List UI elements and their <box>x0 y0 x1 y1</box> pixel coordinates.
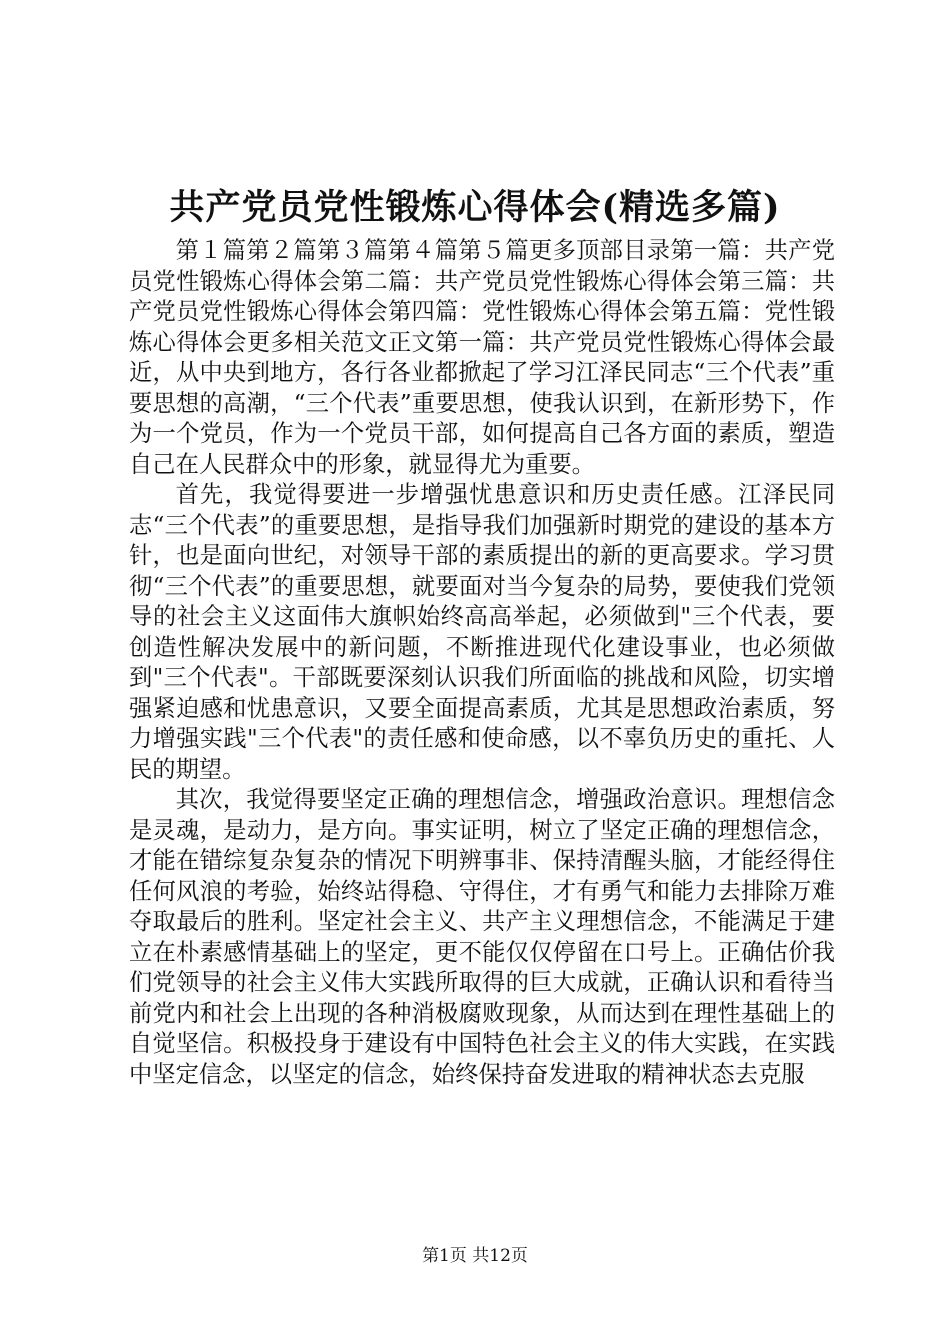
page-number-footer: 第1页 共12页 <box>422 1246 528 1266</box>
paragraph-3: 其次，我觉得要坚定正确的理想信念，增强政治意识。理想信念是灵魂，是动力，是方向。事实证明，树立了坚定正确的理想信念，才能在错综复杂复杂的情况下明辨事非、保持清醒头脑，才能经得住任何风浪的考验，始终站得稳、守得住，才有勇气和能力去排除万难夺取最后的胜利。坚定社会主义、共产主义理想信念，不能满足于建立在朴素感情基础上的坚定，更不能仅仅停留在口号上。正确估价我们党领导的社会主义伟大实践所取得的巨大成就，正确认识和看待当前党内和社会上出现的各种消极腐败现象，从而达到在理性基础上的自觉坚信。积极投身于建设有中国特色社会主义的伟大实践，在实践中坚定信念，以坚定的信念，始终保持奋发进取的精神状态去克服 <box>129 786 835 1088</box>
document-body <box>129 236 835 1090</box>
document-title: 共产党员党性锻炼心得体会(精选多篇) <box>169 187 781 228</box>
paragraph-1: 第１篇第２篇第３篇第４篇第５篇更多顶部目录第一篇：共产党员党性锻炼心得体会第二篇：共产党员党性锻炼心得体会第三篇：共产党员党性锻炼心得体会第四篇：党性锻炼心得体会第五篇：党性锻炼心得体会更多相关范文正文第一篇：共产党员党性锻炼心得体会最近，从中央到地方，各行各业都掀起了学习江泽民同志“三个代表”重要思想的高潮，“三个代表”重要思想，使我认识到，在新形势下，作为一个党员，作为一个党员干部，如何提高自己各方面的素质，塑造自己在人民群众中的形象，就显得尤为重要。 <box>129 237 835 478</box>
paragraph-2: 首先，我觉得要进一步增强忧患意识和历史责任感。江泽民同志“三个代表”的重要思想，是指导我们加强新时期党的建设的基本方针，也是面向世纪，对领导干部的素质提出的新的更高要求。学习贯彻“三个代表”的重要思想，就要面对当今复杂的局势，要使我们党领导的社会主义这面伟大旗帜始终高高举起，必须做到"三个代表，要创造性解决发展中的新问题，不断推进现代化建设事业，也必须做到"三个代表"。干部既要深刻认识我们所面临的挑战和风险，切实增强紧迫感和忧患意识，又要全面提高素质，尤其是思想政治素质，努力增强实践"三个代表"的责任感和使命感，以不辜负历史的重托、人民的期望。 <box>129 481 835 783</box>
